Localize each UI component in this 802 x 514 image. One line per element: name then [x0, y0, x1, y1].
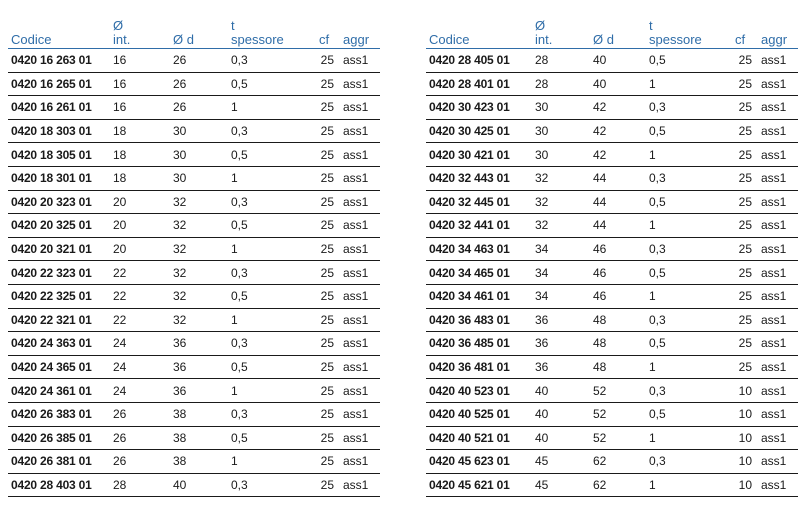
cell-thickness: 0,5: [646, 49, 732, 73]
cell-outer-diameter: 42: [590, 119, 646, 143]
cell-inner-diameter: 22: [110, 308, 170, 332]
table-row: [8, 96, 380, 120]
cell-inner-diameter: 36: [532, 308, 590, 332]
cell-inner-diameter: 30: [532, 119, 590, 143]
cell-inner-diameter: 28: [532, 72, 590, 96]
cell-aggr: ass1: [758, 332, 798, 356]
cell-codice: 0420 18 301 01: [8, 166, 110, 190]
table-row: [8, 143, 380, 167]
cell-cf: 25: [732, 49, 758, 73]
table-row: [426, 96, 798, 120]
cell-codice: 0420 45 623 01: [426, 450, 532, 474]
cell-codice: 0420 40 521 01: [426, 426, 532, 450]
cell-inner-diameter: 26: [110, 402, 170, 426]
cell-aggr: ass1: [340, 355, 380, 379]
table-row: [426, 402, 798, 426]
cell-outer-diameter: 44: [590, 190, 646, 214]
cell-codice: 0420 26 381 01: [8, 450, 110, 474]
cell-cf: 25: [732, 143, 758, 167]
table-row: [426, 143, 798, 167]
cell-outer-diameter: 48: [590, 332, 646, 356]
cell-outer-diameter: 52: [590, 379, 646, 403]
cell-aggr: ass1: [340, 379, 380, 403]
cell-cf: 25: [732, 96, 758, 120]
cell-aggr: ass1: [758, 473, 798, 497]
cell-thickness: 0,3: [228, 190, 316, 214]
cell-thickness: 0,3: [228, 261, 316, 285]
header-thickness: [646, 10, 732, 49]
cell-outer-diameter: 32: [170, 308, 228, 332]
product-table-right: [426, 10, 798, 497]
cell-aggr: ass1: [340, 237, 380, 261]
cell-codice: 0420 18 305 01: [8, 143, 110, 167]
cell-inner-diameter: 28: [110, 473, 170, 497]
cell-cf: 25: [316, 379, 340, 403]
cell-outer-diameter: 32: [170, 237, 228, 261]
cell-thickness: 0,5: [228, 284, 316, 308]
cell-aggr: ass1: [758, 72, 798, 96]
cell-inner-diameter: 18: [110, 119, 170, 143]
cell-aggr: ass1: [340, 190, 380, 214]
cell-cf: 25: [316, 402, 340, 426]
cell-cf: 25: [316, 119, 340, 143]
cell-inner-diameter: 45: [532, 450, 590, 474]
cell-cf: 25: [316, 261, 340, 285]
header-outer-diameter: Ø d: [170, 10, 228, 49]
cell-thickness: 1: [228, 379, 316, 403]
cell-cf: 25: [316, 332, 340, 356]
table-row: [426, 426, 798, 450]
header-inner-diameter-symbol: Ø: [535, 18, 546, 33]
cell-aggr: ass1: [758, 284, 798, 308]
header-inner-diameter-symbol: Ø: [113, 18, 124, 33]
cell-cf: 25: [316, 166, 340, 190]
cell-cf: 25: [316, 214, 340, 238]
table-row: [426, 308, 798, 332]
cell-inner-diameter: 24: [110, 332, 170, 356]
cell-aggr: ass1: [758, 426, 798, 450]
table-row: [8, 402, 380, 426]
cell-outer-diameter: 44: [590, 214, 646, 238]
cell-aggr: ass1: [340, 49, 380, 73]
cell-aggr: ass1: [340, 402, 380, 426]
header-cf: cf: [316, 10, 340, 49]
cell-thickness: 0,5: [646, 402, 732, 426]
cell-thickness: 1: [228, 166, 316, 190]
cell-thickness: 1: [228, 237, 316, 261]
cell-outer-diameter: 26: [170, 96, 228, 120]
cell-thickness: 0,5: [228, 355, 316, 379]
cell-outer-diameter: 36: [170, 355, 228, 379]
cell-inner-diameter: 32: [532, 190, 590, 214]
cell-outer-diameter: 48: [590, 308, 646, 332]
cell-inner-diameter: 20: [110, 237, 170, 261]
cell-thickness: 0,3: [646, 379, 732, 403]
cell-thickness: 0,3: [228, 402, 316, 426]
cell-codice: 0420 34 463 01: [426, 237, 532, 261]
cell-aggr: ass1: [340, 119, 380, 143]
table-row: [8, 355, 380, 379]
table-row: [8, 237, 380, 261]
cell-inner-diameter: 22: [110, 261, 170, 285]
cell-inner-diameter: 16: [110, 49, 170, 73]
cell-codice: 0420 22 323 01: [8, 261, 110, 285]
table-row: [426, 379, 798, 403]
table-row: [8, 332, 380, 356]
header-codice: Codice: [8, 10, 110, 49]
cell-aggr: ass1: [758, 402, 798, 426]
header-cf: cf: [732, 10, 758, 49]
cell-cf: 25: [732, 119, 758, 143]
cell-outer-diameter: 40: [590, 49, 646, 73]
cell-codice: 0420 20 325 01: [8, 214, 110, 238]
cell-codice: 0420 24 363 01: [8, 332, 110, 356]
cell-thickness: 0,5: [646, 332, 732, 356]
cell-aggr: ass1: [758, 166, 798, 190]
table-row: [8, 214, 380, 238]
cell-thickness: 1: [646, 473, 732, 497]
table-row: [8, 72, 380, 96]
cell-codice: 0420 16 261 01: [8, 96, 110, 120]
cell-thickness: 0,5: [646, 190, 732, 214]
table-row: [8, 261, 380, 285]
header-aggr: aggr: [758, 10, 798, 49]
cell-inner-diameter: 32: [532, 166, 590, 190]
cell-inner-diameter: 34: [532, 284, 590, 308]
table-row: [8, 284, 380, 308]
cell-aggr: ass1: [758, 237, 798, 261]
cell-thickness: 0,3: [646, 166, 732, 190]
cell-codice: 0420 26 383 01: [8, 402, 110, 426]
cell-cf: 25: [732, 190, 758, 214]
table-row: [8, 450, 380, 474]
cell-outer-diameter: 26: [170, 49, 228, 73]
cell-thickness: 0,5: [228, 143, 316, 167]
cell-outer-diameter: 32: [170, 190, 228, 214]
cell-thickness: 0,5: [228, 214, 316, 238]
table-row: [426, 214, 798, 238]
cell-codice: 0420 22 325 01: [8, 284, 110, 308]
cell-cf: 25: [732, 72, 758, 96]
table-row: [426, 237, 798, 261]
cell-outer-diameter: 62: [590, 473, 646, 497]
cell-cf: 25: [316, 308, 340, 332]
cell-cf: 10: [732, 379, 758, 403]
cell-outer-diameter: 32: [170, 261, 228, 285]
header-thickness-label: spessore: [649, 32, 702, 47]
cell-aggr: ass1: [758, 49, 798, 73]
cell-cf: 25: [732, 166, 758, 190]
table-row: [426, 284, 798, 308]
cell-outer-diameter: 40: [590, 72, 646, 96]
cell-aggr: ass1: [758, 379, 798, 403]
cell-aggr: ass1: [340, 72, 380, 96]
cell-outer-diameter: 36: [170, 379, 228, 403]
cell-aggr: ass1: [758, 143, 798, 167]
cell-outer-diameter: 52: [590, 402, 646, 426]
table-row: [426, 190, 798, 214]
cell-codice: 0420 36 483 01: [426, 308, 532, 332]
cell-outer-diameter: 42: [590, 96, 646, 120]
header-outer-diameter: Ø d: [590, 10, 646, 49]
cell-cf: 25: [316, 426, 340, 450]
cell-inner-diameter: 45: [532, 473, 590, 497]
cell-aggr: ass1: [758, 450, 798, 474]
cell-inner-diameter: 30: [532, 143, 590, 167]
cell-cf: 25: [316, 450, 340, 474]
cell-inner-diameter: 20: [110, 190, 170, 214]
cell-aggr: ass1: [340, 261, 380, 285]
cell-inner-diameter: 32: [532, 214, 590, 238]
cell-cf: 25: [316, 237, 340, 261]
cell-inner-diameter: 36: [532, 332, 590, 356]
cell-thickness: 1: [646, 214, 732, 238]
cell-inner-diameter: 16: [110, 72, 170, 96]
cell-aggr: ass1: [340, 96, 380, 120]
header-inner-diameter: [532, 10, 590, 49]
cell-codice: 0420 36 481 01: [426, 355, 532, 379]
cell-aggr: ass1: [758, 261, 798, 285]
cell-aggr: ass1: [340, 308, 380, 332]
cell-thickness: 0,3: [228, 49, 316, 73]
table-row: [426, 332, 798, 356]
header-thickness-label: spessore: [231, 32, 284, 47]
table-row: [426, 49, 798, 73]
cell-codice: 0420 26 385 01: [8, 426, 110, 450]
cell-codice: 0420 30 425 01: [426, 119, 532, 143]
cell-thickness: 0,3: [228, 119, 316, 143]
table-body-right: [426, 49, 798, 497]
table-body-left: [8, 49, 380, 497]
cell-outer-diameter: 42: [590, 143, 646, 167]
table-row: [426, 450, 798, 474]
cell-inner-diameter: 22: [110, 284, 170, 308]
cell-cf: 25: [732, 308, 758, 332]
cell-codice: 0420 30 421 01: [426, 143, 532, 167]
cell-thickness: 0,5: [228, 72, 316, 96]
cell-thickness: 1: [228, 96, 316, 120]
cell-outer-diameter: 46: [590, 261, 646, 285]
cell-codice: 0420 36 485 01: [426, 332, 532, 356]
cell-cf: 25: [316, 284, 340, 308]
cell-codice: 0420 28 401 01: [426, 72, 532, 96]
cell-codice: 0420 40 523 01: [426, 379, 532, 403]
table-row: [8, 190, 380, 214]
cell-codice: 0420 34 461 01: [426, 284, 532, 308]
header-thickness-symbol: t: [231, 18, 235, 33]
cell-outer-diameter: 30: [170, 119, 228, 143]
cell-aggr: ass1: [758, 355, 798, 379]
table-row: [426, 355, 798, 379]
cell-outer-diameter: 38: [170, 402, 228, 426]
cell-inner-diameter: 40: [532, 402, 590, 426]
cell-inner-diameter: 30: [532, 96, 590, 120]
cell-thickness: 1: [646, 284, 732, 308]
cell-cf: 25: [316, 96, 340, 120]
table-row: [426, 261, 798, 285]
cell-cf: 25: [316, 190, 340, 214]
cell-outer-diameter: 46: [590, 237, 646, 261]
cell-aggr: ass1: [340, 426, 380, 450]
header-codice: Codice: [426, 10, 532, 49]
cell-thickness: 1: [646, 426, 732, 450]
cell-inner-diameter: 36: [532, 355, 590, 379]
cell-aggr: ass1: [758, 214, 798, 238]
cell-thickness: 1: [646, 72, 732, 96]
header-thickness-symbol: t: [649, 18, 653, 33]
cell-aggr: ass1: [340, 214, 380, 238]
table-row: [426, 119, 798, 143]
header-thickness: [228, 10, 316, 49]
cell-aggr: ass1: [340, 166, 380, 190]
cell-inner-diameter: 18: [110, 166, 170, 190]
cell-cf: 25: [732, 237, 758, 261]
cell-codice: 0420 24 361 01: [8, 379, 110, 403]
cell-cf: 25: [316, 49, 340, 73]
table-row: [8, 379, 380, 403]
cell-thickness: 0,3: [646, 96, 732, 120]
cell-inner-diameter: 24: [110, 355, 170, 379]
cell-thickness: 1: [646, 143, 732, 167]
cell-outer-diameter: 30: [170, 166, 228, 190]
table-row: [426, 166, 798, 190]
cell-codice: 0420 28 403 01: [8, 473, 110, 497]
cell-aggr: ass1: [758, 119, 798, 143]
cell-codice: 0420 18 303 01: [8, 119, 110, 143]
cell-cf: 25: [732, 284, 758, 308]
cell-inner-diameter: 18: [110, 143, 170, 167]
header-aggr: aggr: [340, 10, 380, 49]
cell-cf: 25: [316, 143, 340, 167]
cell-codice: 0420 32 445 01: [426, 190, 532, 214]
table-row: [8, 308, 380, 332]
table-row: [8, 119, 380, 143]
cell-outer-diameter: 38: [170, 450, 228, 474]
cell-cf: 25: [316, 72, 340, 96]
cell-outer-diameter: 44: [590, 166, 646, 190]
cell-outer-diameter: 62: [590, 450, 646, 474]
product-table-left: [8, 10, 380, 497]
cell-thickness: 0,5: [228, 426, 316, 450]
cell-cf: 10: [732, 402, 758, 426]
cell-outer-diameter: 32: [170, 284, 228, 308]
cell-inner-diameter: 24: [110, 379, 170, 403]
cell-cf: 10: [732, 450, 758, 474]
table-row: [426, 473, 798, 497]
header-inner-diameter-label: int.: [113, 32, 131, 47]
header-inner-diameter-label: int.: [535, 32, 553, 47]
cell-outer-diameter: 52: [590, 426, 646, 450]
cell-outer-diameter: 38: [170, 426, 228, 450]
cell-aggr: ass1: [340, 332, 380, 356]
cell-thickness: 0,3: [646, 237, 732, 261]
cell-thickness: 0,5: [646, 261, 732, 285]
cell-codice: 0420 32 441 01: [426, 214, 532, 238]
cell-inner-diameter: 20: [110, 214, 170, 238]
cell-thickness: 0,5: [646, 119, 732, 143]
cell-cf: 25: [732, 332, 758, 356]
cell-outer-diameter: 30: [170, 143, 228, 167]
table-row: [8, 473, 380, 497]
cell-thickness: 1: [646, 355, 732, 379]
cell-inner-diameter: 40: [532, 379, 590, 403]
cell-thickness: 1: [228, 450, 316, 474]
cell-codice: 0420 30 423 01: [426, 96, 532, 120]
cell-inner-diameter: 34: [532, 237, 590, 261]
cell-outer-diameter: 46: [590, 284, 646, 308]
cell-aggr: ass1: [340, 284, 380, 308]
cell-cf: 10: [732, 473, 758, 497]
cell-outer-diameter: 36: [170, 332, 228, 356]
table-header-row: [8, 10, 380, 49]
cell-cf: 25: [732, 355, 758, 379]
cell-inner-diameter: 28: [532, 49, 590, 73]
cell-aggr: ass1: [340, 473, 380, 497]
cell-cf: 25: [732, 261, 758, 285]
cell-codice: 0420 28 405 01: [426, 49, 532, 73]
cell-aggr: ass1: [758, 96, 798, 120]
cell-codice: 0420 34 465 01: [426, 261, 532, 285]
cell-aggr: ass1: [340, 143, 380, 167]
cell-thickness: 1: [228, 308, 316, 332]
cell-codice: 0420 24 365 01: [8, 355, 110, 379]
table-row: [8, 166, 380, 190]
cell-aggr: ass1: [758, 308, 798, 332]
cell-thickness: 0,3: [228, 473, 316, 497]
cell-outer-diameter: 48: [590, 355, 646, 379]
cell-codice: 0420 20 323 01: [8, 190, 110, 214]
cell-outer-diameter: 26: [170, 72, 228, 96]
table-row: [426, 72, 798, 96]
cell-cf: 25: [316, 355, 340, 379]
cell-inner-diameter: 26: [110, 426, 170, 450]
header-inner-diameter: [110, 10, 170, 49]
cell-codice: 0420 32 443 01: [426, 166, 532, 190]
table-header-row: [426, 10, 798, 49]
cell-inner-diameter: 26: [110, 450, 170, 474]
cell-thickness: 0,3: [646, 450, 732, 474]
cell-codice: 0420 22 321 01: [8, 308, 110, 332]
cell-cf: 25: [316, 473, 340, 497]
cell-codice: 0420 40 525 01: [426, 402, 532, 426]
cell-thickness: 0,3: [646, 308, 732, 332]
cell-codice: 0420 16 263 01: [8, 49, 110, 73]
cell-inner-diameter: 34: [532, 261, 590, 285]
cell-aggr: ass1: [340, 450, 380, 474]
cell-outer-diameter: 40: [170, 473, 228, 497]
cell-codice: 0420 20 321 01: [8, 237, 110, 261]
cell-outer-diameter: 32: [170, 214, 228, 238]
cell-cf: 25: [732, 214, 758, 238]
cell-codice: 0420 45 621 01: [426, 473, 532, 497]
cell-codice: 0420 16 265 01: [8, 72, 110, 96]
cell-cf: 10: [732, 426, 758, 450]
table-row: [8, 426, 380, 450]
cell-aggr: ass1: [758, 190, 798, 214]
cell-inner-diameter: 40: [532, 426, 590, 450]
cell-thickness: 0,3: [228, 332, 316, 356]
cell-inner-diameter: 16: [110, 96, 170, 120]
table-row: [8, 49, 380, 73]
